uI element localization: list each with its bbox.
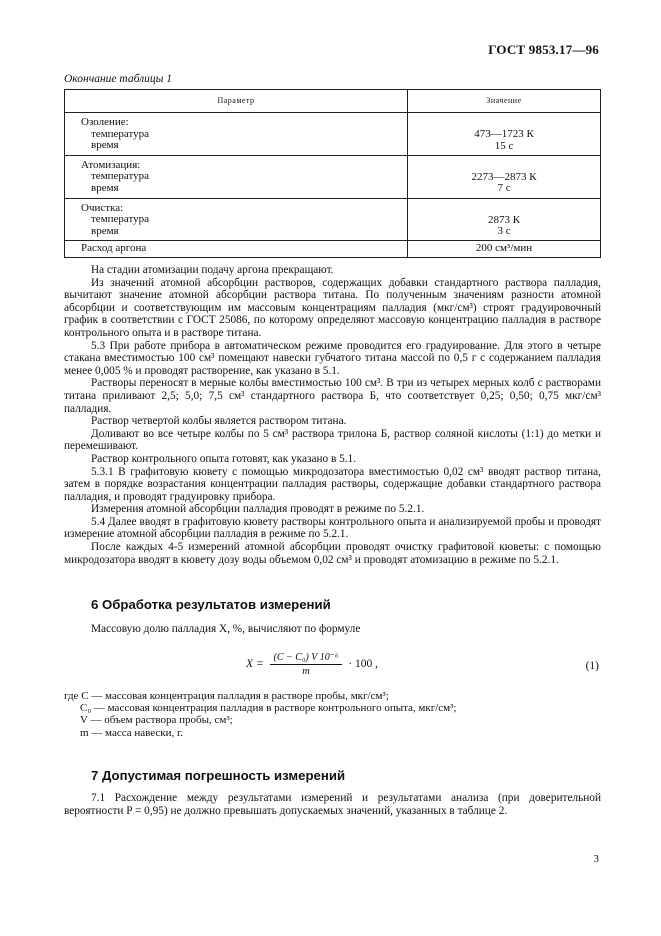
value-line: 7 с [497,182,511,195]
value-line: 473—1723 К [474,128,534,140]
formula-numerator: (C − C₀) V 10⁻⁶ [270,652,343,665]
parameter-sub: время [91,181,119,194]
formula [246,652,378,677]
value-line: 2273—2873 К [471,170,537,183]
parameter-cell [65,113,408,156]
value-cell [408,113,601,156]
paragraph: Доливают во все четыре колбы по 5 см³ раствора трилона Б, раствор соляной кислоты (1:1) до метки и перемешивают. [64,427,601,453]
paragraph: 5.3 При работе прибора в автоматическом режиме проводится его градуирование. Для этого в четыре стакана вместимостью 100 см³ помещают навески губчатого титана массой по 0,5 г с содержанием палладия менее 0,005 % и проводят растворение, как указано в 5.1. [64,339,601,377]
formula-fraction [270,652,343,677]
page-number: 3 [593,853,599,865]
legend-line: m — масса навески, г. [80,726,184,739]
table-row [65,241,601,258]
formula-legend [64,690,457,739]
legend-line: V — объем раствора пробы, см³; [80,714,233,727]
formula-number: (1) [585,660,599,672]
table-caption: Окончание таблицы 1 [64,73,172,85]
section-7-heading: 7 Допустимая погрешность измерений [91,768,346,783]
legend-line: C₀ — массовая концентрация палладия в растворе контрольного опыта, мкг/см³; [80,702,457,715]
section-7-text-block [64,792,601,817]
column-header-value: Значение [408,90,601,113]
formula-denominator: m [302,666,310,677]
value-cell [408,198,601,241]
document-header: ГОСТ 9853.17—96 [488,42,599,57]
parameter-title: Озоление: [81,116,129,128]
table-header-row [65,90,601,113]
paragraph: После каждых 4-5 измерений атомной абсорбции проводят очистку графитовой кюветы: с помощью микродозатора вводят в кювету дозу воды объемом 0,02 см³ и проводят атомизацию в режиме по 5.2.1. [64,541,601,566]
paragraph: Массовую долю палладия X, %, вычисляют по формуле [91,623,361,635]
parameter-cell: Расход аргона [65,241,408,258]
paragraph: Растворы переносят в мерные колбы вместимостью 100 см³. В три из четырех мерных колб с растворами титана приливают 2,5; 5,0; 7,5 см³ стандартного раствора Б, что соответствует 0,25; 0,50; 0,75 мкг/см³ палладия. [64,377,601,415]
parameter-title: Очистка: [81,201,124,214]
body-text-block [64,264,601,566]
table-row [65,155,601,198]
paragraph: Раствор четвертой колбы является раствором титана. [91,415,347,428]
value-line: 15 с [494,139,514,152]
table-row [65,113,601,156]
section-6-intro-block [64,623,601,636]
paragraph: 5.3.1 В графитовую кювету с помощью микродозатора вместимостью 0,02 см³ вводят раствор титана, затем в порядке возрастания концентрации палладия растворы, содержащие добавки стандартного раствора палладия, и проводят градуировку прибора. [64,465,601,503]
parameter-sub: время [91,139,119,152]
value-line: 3 с [497,225,511,238]
formula-lhs: X = [246,658,264,671]
paragraph: 5.4 Далее вводят в графитовую кювету растворы контрольного опыта и анализируемой пробы и проводят измерение атомной абсорбции палладия в режиме по 5.2.1. [64,515,601,541]
value-line: 2873 К [487,213,521,226]
parameters-table [64,89,601,258]
parameter-sub: температура [91,170,150,183]
section-6-heading: 6 Обработка результатов измерений [91,597,331,612]
formula-tail: · 100 , [348,658,379,671]
parameter-cell [65,198,408,241]
legend-line: где C — массовая концентрация палладия в растворе пробы, мкг/см³; [64,690,389,702]
column-header-parameter: Параметр [65,90,408,113]
parameter-sub: температура [91,213,150,226]
parameter-title: Атомизация: [81,158,141,171]
paragraph: Раствор контрольного опыта готовят, как указано в 5.1. [91,452,357,465]
value-cell: 200 см³/мин [408,241,601,258]
paragraph: Измерения атомной абсорбции палладия проводят в режиме по 5.2.1. [91,503,425,516]
parameter-sub: температура [91,127,150,140]
value-cell [408,155,601,198]
paragraph: На стадии атомизации подачу аргона прекращают. [91,264,334,276]
parameter-sub: время [91,224,119,237]
table-row [65,198,601,241]
paragraph: 7.1 Расхождение между результатами измерений и результатами анализа (при доверительной вероятности P = 0,95) не должно превышать допускаемых значений, указанных в таблице 2. [64,792,601,817]
paragraph: Из значений атомной абсорбции растворов, содержащих добавки стандартного раствора палладия, вычитают значение атомной абсорбции раствора титана. По полученным значениям разности атомной абсорбции и соответствующим им массовым концентрациям палладия (мкг/см³) строят градуировочный график в соответствии с ГОСТ 25086, по которому определяют массовую концентрацию палладия в растворе контрольного опыта и в растворе титана. [64,276,601,339]
parameter-cell [65,155,408,198]
